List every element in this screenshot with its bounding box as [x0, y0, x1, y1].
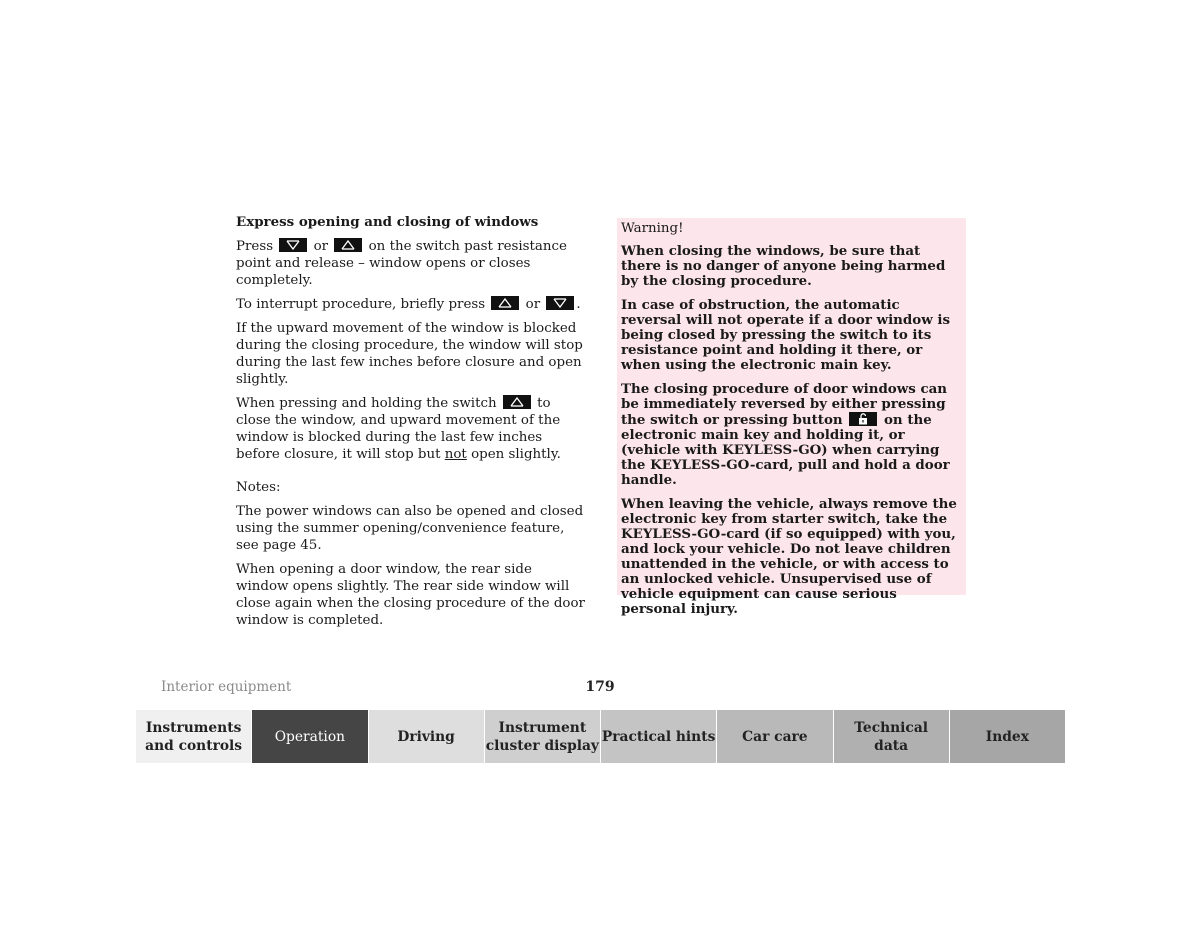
window-up-icon — [503, 395, 531, 409]
tab-technical-data[interactable]: Technical data — [834, 710, 950, 763]
window-up-icon — [491, 296, 519, 310]
note-summer-opening: The power windows can also be opened and closed using the summer opening/convenience feature, see page 45. — [236, 504, 584, 553]
tab-driving[interactable]: Driving — [369, 710, 485, 763]
tab-operation[interactable]: Operation — [252, 710, 368, 763]
chapter-tabs — [136, 710, 1065, 763]
paragraph-press: Press or on the switch past resistance point and release – window opens or closes completely. — [236, 239, 567, 288]
paragraph-holding: When pressing and holding the switch to close the window, and upward movement of the window is blocked during the last few inches before closure, it will stop but not open slightly. — [236, 396, 561, 462]
page-number: 179 — [585, 679, 615, 695]
tab-car-care[interactable]: Car care — [717, 710, 833, 763]
window-down-icon — [279, 238, 307, 252]
warning-paragraph-obstruction: In case of obstruction, the automatic reversal will not operate if a door window is being closed by pressing the switch to its resistance point and holding it there, or when using the electronic main key. — [621, 297, 951, 373]
tab-index[interactable]: Index — [950, 710, 1065, 763]
section-title: Interior equipment — [161, 679, 292, 695]
warning-paragraph-leaving: When leaving the vehicle, always remove the electronic key from starter switch, take the KEYLESS-GO-card (if so equipped) with you, and lock your vehicle. Do not leave children unattended in the vehicle, or with access to an unlocked vehicle. Unsupervised use of vehicle equipment can cause serious personal injury. — [621, 496, 957, 617]
window-down-icon — [546, 296, 574, 310]
notes-heading: Notes: — [236, 480, 281, 495]
unlock-icon — [849, 412, 877, 426]
tab-instruments-and-controls[interactable]: Instruments and controls — [136, 710, 252, 763]
warning-paragraph-reverse: The closing procedure of door windows can be immediately reversed by either pressing the switch or pressing button on the electronic main key and holding it, or (vehicle with KEYLESS-GO) when carrying the KEYLESS-GO-card, pull and hold a door handle. — [621, 381, 950, 488]
warning-box — [617, 218, 966, 617]
paragraph-interrupt: To interrupt procedure, briefly press or . — [236, 297, 581, 312]
paragraph-blocked: If the upward movement of the window is blocked during the closing procedure, the window will stop during the last few inches before closure and open slightly. — [236, 321, 583, 387]
tab-practical-hints[interactable]: Practical hints — [601, 710, 717, 763]
instructions-column — [236, 214, 586, 636]
warning-paragraph-danger: When closing the windows, be sure that there is no danger of anyone being harmed by the closing procedure. — [621, 243, 946, 289]
window-up-icon — [334, 238, 362, 252]
note-rear-window: When opening a door window, the rear side window opens slightly. The rear side window will close again when the closing procedure of the door window is completed. — [236, 562, 585, 628]
section-heading: Express opening and closing of windows — [236, 214, 539, 230]
warning-title: Warning! — [621, 221, 684, 236]
tab-instrument-cluster-display[interactable]: Instrument cluster display — [485, 710, 601, 763]
